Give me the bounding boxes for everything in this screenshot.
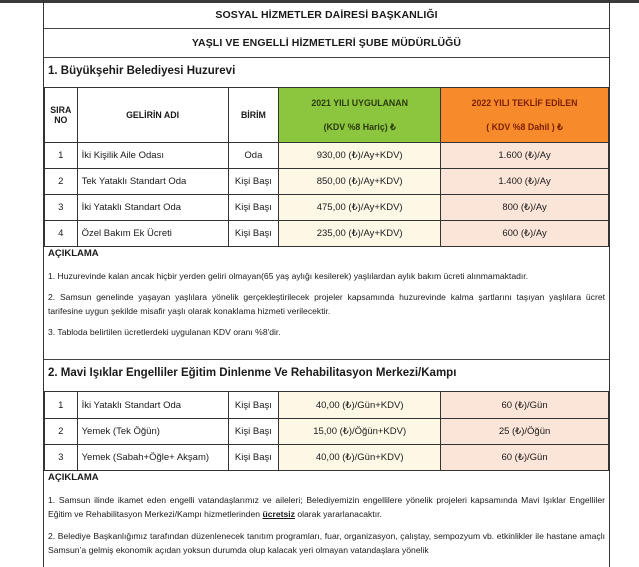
table-row — [45, 143, 609, 169]
cell-name: İki Yataklı Standart Oda — [77, 195, 228, 221]
section1-table — [44, 87, 609, 247]
cell-2022: 800 (₺)/Ay — [441, 195, 609, 221]
section2-table — [44, 391, 609, 471]
cell-no: 3 — [45, 445, 78, 471]
table-row — [45, 445, 609, 471]
cell-2022: 1.400 (₺)/Ay — [441, 169, 609, 195]
cell-name: Yemek (Sabah+Öğle+ Akşam) — [77, 445, 228, 471]
cell-2021: 15,00 (₺)/Öğün+KDV) — [279, 419, 441, 445]
cell-name: Özel Bakım Ek Ücreti — [77, 221, 228, 247]
document-page — [43, 0, 610, 567]
cell-2022: 1.600 (₺)/Ay — [441, 143, 609, 169]
cell-2022: 60 (₺)/Gün — [441, 445, 609, 471]
cell-2022: 60 (₺)/Gün — [441, 392, 609, 419]
cell-2021: 930,00 (₺)/Ay+KDV) — [279, 143, 441, 169]
cell-name: Tek Yataklı Standart Oda — [77, 169, 228, 195]
cell-2021: 40,00 (₺)/Gün+KDV) — [279, 392, 441, 419]
col-2022: 2022 YILI TEKLİF EDİLEN ( KDV %8 Dahil ) ₺ — [441, 88, 609, 143]
section1-heading: 1. Büyükşehir Belediyesi Huzurevi — [48, 65, 236, 77]
section2-heading: 2. Mavi Işıklar Engelliler Eğitim Dinlenme Ve Rehabilitasyon Merkezi/Kampı — [48, 367, 457, 379]
aciklama-item: 1. Huzurevinde kalan ancak hiçbir yerden geliri olmayan(65 yaş aylığı kesilerek) yaşlılardan aylık bakım ücreti alınmamaktadır. — [48, 271, 529, 281]
cell-name: İki Yataklı Standart Oda — [77, 392, 228, 419]
cell-no: 2 — [45, 419, 78, 445]
table-row — [45, 169, 609, 195]
cell-unit: Oda — [228, 143, 279, 169]
cell-no: 1 — [45, 392, 78, 419]
table-header-row — [45, 88, 609, 143]
cell-name: İki Kişilik Aile Odası — [77, 143, 228, 169]
table-row — [45, 392, 609, 419]
cell-unit: Kişi Başı — [228, 392, 279, 419]
aciklama-item: 1. Samsun ilinde ikamet eden engelli vatandaşlarımız ve aileleri; Belediyemizin engellilere yönelik projeleri kapsamında Mavi Işıklar Engelliler Eğitim ve Rehabilitasyon Merkezi/Kampı hizmetlerinden ücretsiz olarak yararlanacaktır. — [48, 495, 605, 519]
cell-unit: Kişi Başı — [228, 221, 279, 247]
cell-no: 4 — [45, 221, 78, 247]
section2-aciklama — [44, 470, 609, 567]
cell-2021: 40,00 (₺)/Gün+KDV) — [279, 445, 441, 471]
aciklama-item: 2. Samsun genelinde yaşayan yaşlılara yönelik gerçekleştirilecek projeler kapsamında huzurevinde kalma şartlarını taşıyan yaşlılara ücret tarifesine uygun şekilde misafir yaşlı olarak konaklama hizmeti verilecektir. — [48, 292, 605, 316]
cell-no: 2 — [45, 169, 78, 195]
cell-name: Yemek (Tek Öğün) — [77, 419, 228, 445]
cell-2021: 475,00 (₺)/Ay+KDV) — [279, 195, 441, 221]
cell-no: 3 — [45, 195, 78, 221]
cell-2021: 850,00 (₺)/Ay+KDV) — [279, 169, 441, 195]
cell-unit: Kişi Başı — [228, 195, 279, 221]
table-row — [45, 195, 609, 221]
document-subtitle: YAŞLI VE ENGELLİ HİZMETLERİ ŞUBE MÜDÜRLÜĞÜ — [44, 29, 609, 58]
cell-unit: Kişi Başı — [228, 445, 279, 471]
document-title: SOSYAL HİZMETLER DAİRESİ BAŞKANLIĞI — [44, 3, 609, 29]
col-sira-no: SIRA NO — [45, 88, 78, 143]
aciklama-item: 3. Tabloda belirtilen ücretlerdeki uygulanan KDV oranı %8'dir. — [48, 327, 281, 337]
aciklama-heading: AÇIKLAMA — [48, 472, 99, 483]
cell-2021: 235,00 (₺)/Ay+KDV) — [279, 221, 441, 247]
cell-2022: 600 (₺)/Ay — [441, 221, 609, 247]
cell-no: 1 — [45, 143, 78, 169]
col-birim: BİRİM — [228, 88, 279, 143]
section1-aciklama — [44, 246, 609, 360]
col-gelirin-adi: GELİRİN ADI — [77, 88, 228, 143]
table-row — [45, 419, 609, 445]
aciklama-heading: AÇIKLAMA — [48, 248, 99, 259]
col-2021: 2021 YILI UYGULANAN (KDV %8 Hariç) ₺ — [279, 88, 441, 143]
cell-unit: Kişi Başı — [228, 169, 279, 195]
ucretsiz-emphasis: ücretsiz — [262, 509, 295, 519]
aciklama-item: 2. Belediye Başkanlığımız tarafından düzenlenecek tanıtım programları, fuar, organizasyon, çalıştay, sempozyum vb. etkinlikler ile hastane amaçlı Samsun’a gelmiş ekonomik açıdan yoksun durumda olup kalacak yeri olmayan vatandaşlara yönelik — [48, 531, 605, 555]
cell-2022: 25 (₺)/Öğün — [441, 419, 609, 445]
table-row — [45, 221, 609, 247]
cell-unit: Kişi Başı — [228, 419, 279, 445]
